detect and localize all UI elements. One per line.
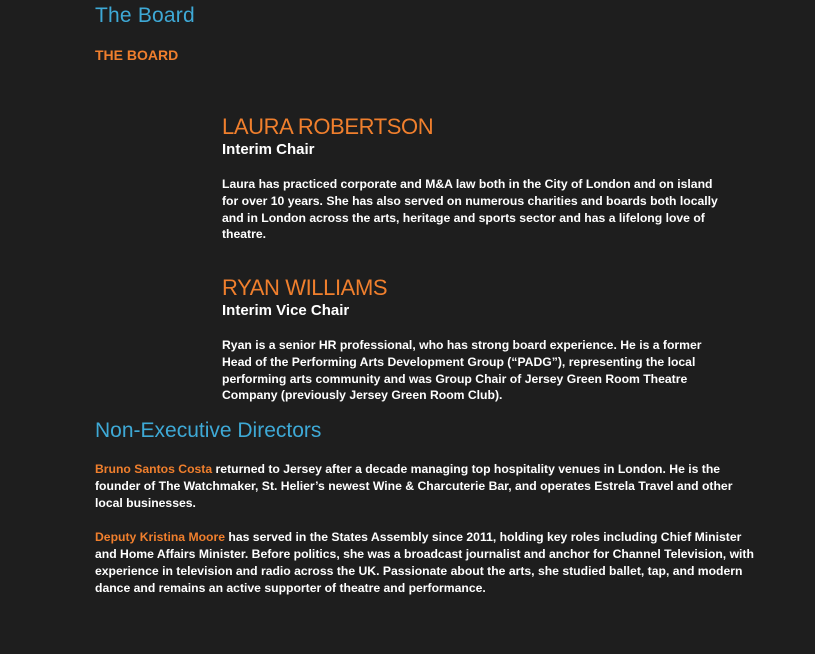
member-role: Interim Vice Chair xyxy=(222,302,350,319)
director-entry-bruno-santos-costa xyxy=(95,461,760,512)
director-name: Bruno Santos Costa xyxy=(95,462,213,476)
member-bio: Laura has practiced corporate and M&A law both in the City of London and on island for over 10 years. She has also served on numerous charities and boards both locally and in London across the arts, heritage and sports sector and has a lifelong love of theatre. xyxy=(222,177,718,242)
section-kicker: THE BOARD xyxy=(95,47,179,63)
director-bio: returned to Jersey after a decade managing top hospitality venues in London. He is the founder of The Watchmaker, St. Helier’s newest Wine & Charcuterie Bar, and operates Estrela Travel and other local businesses. xyxy=(95,462,733,510)
member-name: RYAN WILLIAMS xyxy=(222,275,388,300)
member-role: Interim Chair xyxy=(222,141,315,158)
director-entry-kristina-moore xyxy=(95,529,760,597)
director-bio: has served in the States Assembly since 2011, holding key roles including Chief Minister and Home Affairs Minister. Before politics, she was a broadcast journalist and anchor for Channel Television, with experience in television and radio across the UK. Passionate about the arts, she studied ballet, tap, and modern dance and remains an active supporter of theatre and performance. xyxy=(95,530,754,595)
member-bio: Ryan is a senior HR professional, who has strong board experience. He is a former Head of the Performing Arts Development Group (“PADG”), representing the local performing arts community and was Group Chair of Jersey Green Room Theatre Company (previously Jersey Green Room Club). xyxy=(222,338,702,403)
board-member-laura-robertson xyxy=(222,114,722,243)
non-executive-directors-heading: Non-Executive Directors xyxy=(95,419,322,442)
director-name: Deputy Kristina Moore xyxy=(95,530,226,544)
member-name: LAURA ROBERTSON xyxy=(222,114,434,139)
page-title: The Board xyxy=(95,4,195,27)
board-member-ryan-williams xyxy=(222,275,722,404)
